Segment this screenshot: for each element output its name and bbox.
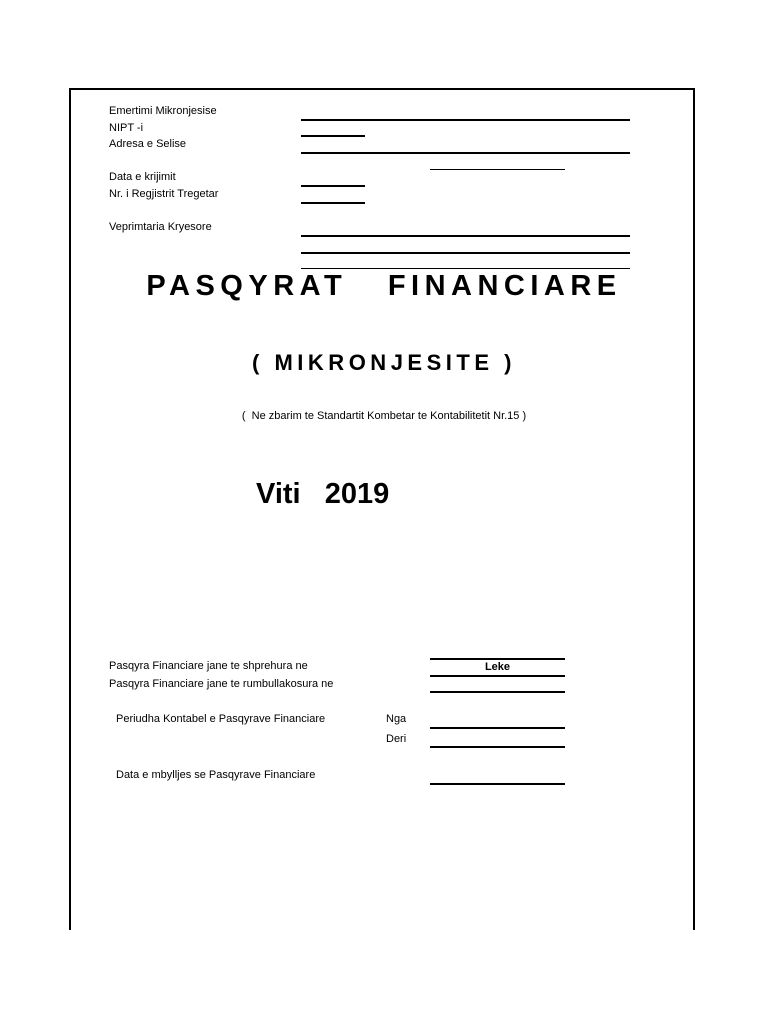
field-line-veprimtaria-3[interactable] (301, 268, 630, 269)
field-line-data-mbylljes[interactable] (430, 783, 565, 785)
label-adresa: Adresa e Selise (109, 138, 187, 150)
field-line-adresa-extra[interactable] (430, 169, 565, 170)
field-line-data-krijimit[interactable] (301, 185, 365, 187)
document-subtitle: ( MIKRONJESITE ) (252, 350, 516, 375)
label-periudha: Periudha Kontabel e Pasqyrave Financiare (116, 713, 326, 725)
label-emertimi: Emertimi Mikronjesise (109, 105, 217, 117)
document-title: PASQYRAT FINANCIARE (146, 270, 622, 302)
currency-value[interactable]: Leke (484, 661, 511, 673)
field-line-emertimi[interactable] (301, 119, 630, 121)
field-line-currency[interactable] (430, 675, 565, 677)
field-line-deri[interactable] (430, 746, 565, 748)
standard-note: ( Ne zbarim te Standartit Kombetar te Kontabilitetit Nr.15 ) (241, 410, 527, 422)
label-data-krijimit: Data e krijimit (109, 171, 176, 183)
label-nr-regjistrit: Nr. i Regjistrit Tregetar (109, 188, 219, 200)
field-line-nipt[interactable] (301, 135, 365, 137)
label-nga: Nga (386, 713, 407, 725)
label-shprehura: Pasqyra Financiare jane te shprehura ne (109, 660, 308, 672)
label-data-mbylljes: Data e mbylljes se Pasqyrave Financiare (116, 769, 316, 781)
field-line-veprimtaria-2[interactable] (301, 252, 630, 254)
label-deri: Deri (386, 733, 407, 745)
field-line-rumbullakosura[interactable] (430, 691, 565, 693)
field-line-adresa[interactable] (301, 152, 630, 154)
field-line-nga[interactable] (430, 727, 565, 729)
field-line-nr-regjistrit[interactable] (301, 202, 365, 204)
field-line-currency-top (430, 658, 565, 660)
label-nipt: NIPT -i (109, 122, 144, 134)
label-veprimtaria: Veprimtaria Kryesore (109, 221, 212, 233)
label-rumbullakosura: Pasqyra Financiare jane te rumbullakosura ne (109, 678, 334, 690)
year-label: Viti 2019 (256, 478, 390, 510)
field-line-veprimtaria-1[interactable] (301, 235, 630, 237)
